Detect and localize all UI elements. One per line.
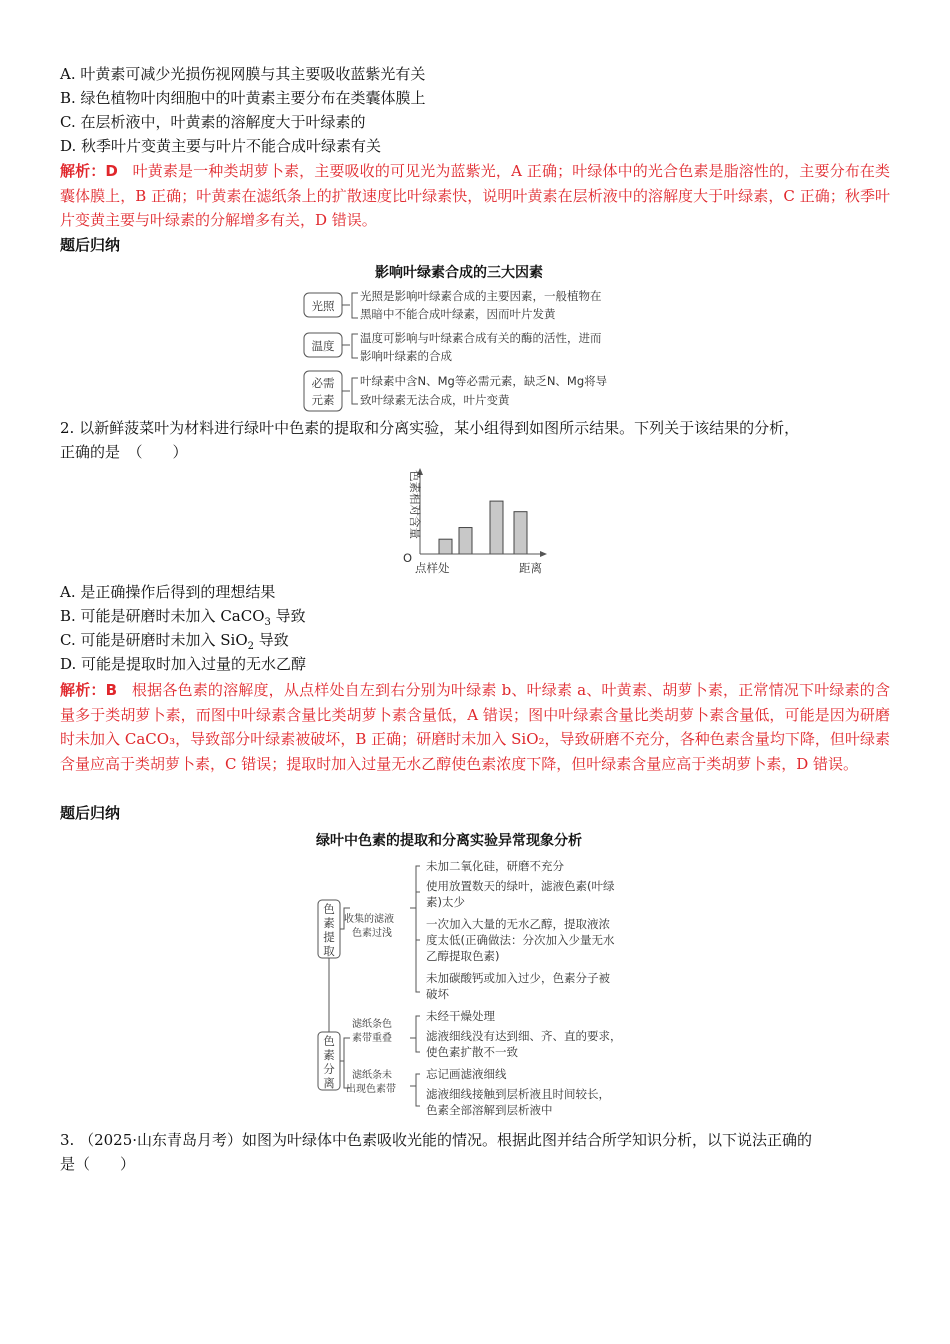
leaf-6-1: 滤液细线没有达到细、齐、直的要求， <box>426 1029 622 1043</box>
q2-answer <box>60 678 890 776</box>
root2-char3: 分 <box>323 1062 335 1076</box>
chart-bar-2 <box>459 528 472 554</box>
answer-explanation: 叶黄素是一种类胡萝卜素，主要吸收的可见光为蓝紫光，A 正确；叶绿体中的光合色素是脂溶性的，主要分布在类囊体膜上，B 正确；叶黄素在滤纸条上的扩散速度比叶绿素快，说明叶黄素在层析液中的溶解度大于叶绿素，C 正确；秋季叶片变黄主要与叶绿素的分解增多有关，D 错误。 <box>60 162 890 229</box>
bracket-light <box>342 293 358 318</box>
bracket-temperature <box>342 334 358 358</box>
q2-option-c-tail: 导致 <box>254 631 289 649</box>
q2-option-b-tail: 导致 <box>270 607 306 625</box>
diagram1-factors <box>300 284 660 414</box>
branch2-3-link <box>340 1038 350 1088</box>
q2-stem-line1: 2. 以新鲜菠菜叶为材料进行绿叶中色素的提取和分离实验，某小组得到如图所示结果。下列关于该结果的分析， <box>60 419 800 437</box>
branch3-bracket <box>410 1074 420 1106</box>
leaf-5-1: 未经干燥处理 <box>426 1009 495 1023</box>
branch1-label-1: 收集的滤液 <box>344 914 394 925</box>
diagram1-title: 影响叶绿素合成的三大因素 <box>375 265 543 281</box>
leaf-2-2: 素)太少 <box>426 895 465 909</box>
pigment-bar-chart <box>395 462 555 578</box>
q1-option-b: B. 绿色植物叶肉细胞中的叶黄素主要分布在类囊体膜上 <box>60 89 426 107</box>
branch3-label-1: 滤纸条未 <box>352 1070 392 1081</box>
root1-char1: 色 <box>323 902 335 916</box>
factor-desc-light-1: 光照是影响叶绿素合成的主要因素，一般植物在 <box>360 289 602 303</box>
root2-char4: 离 <box>323 1076 335 1090</box>
diagram2-tree <box>316 852 646 1124</box>
factor-desc-elem-1: 叶绿素中含N、Mg等必需元素，缺乏N、Mg将导 <box>360 374 608 388</box>
summary-heading: 题后归纳 <box>60 804 121 822</box>
leaf-4-2: 破坏 <box>426 987 449 1001</box>
x-start-label: 点样处 <box>415 561 450 575</box>
branch2-bracket <box>410 1016 420 1052</box>
root1-char3: 提 <box>323 930 335 944</box>
answer-label: 解析： <box>60 681 106 699</box>
chart-bar-4 <box>514 512 527 554</box>
q1-option-c: C. 在层析液中，叶黄素的溶解度大于叶绿素的 <box>60 113 366 131</box>
q2-option-a: A. 是正确操作后得到的理想结果 <box>60 583 276 601</box>
factor-label-elements-1: 必需 <box>311 376 335 390</box>
leaf-3-1: 一次加入大量的无水乙醇，提取液浓 <box>426 917 610 931</box>
q1-option-a: A. 叶黄素可减少光损伤视网膜与其主要吸收蓝紫光有关 <box>60 65 426 83</box>
leaf-7-1: 忘记画滤液细线 <box>426 1067 507 1081</box>
q2-option-c-text: C. 可能是研磨时未加入 SiO <box>60 631 248 649</box>
q2-option-c-sub: 2 <box>247 641 254 652</box>
root1-char2: 素 <box>323 916 335 930</box>
leaf-3-2: 度太低(正确做法：分次加入少量无水 <box>426 933 615 947</box>
x-axis-arrow <box>540 551 547 557</box>
leaf-1-1: 未加二氧化硅，研磨不充分 <box>426 859 564 873</box>
factor-desc-temp-1: 温度可影响与叶绿素合成有关的酶的活性，进而 <box>360 331 602 345</box>
root2-char1: 色 <box>323 1034 335 1048</box>
root1-char4: 取 <box>323 944 335 958</box>
origin-label: O <box>403 551 413 565</box>
factor-label-temperature: 温度 <box>311 339 335 353</box>
q1-option-d: D. 秋季叶片变黄主要与叶片不能合成叶绿素有关 <box>60 137 382 155</box>
answer-letter: B <box>105 681 118 699</box>
answer-label: 解析： <box>60 162 106 180</box>
summary-heading: 题后归纳 <box>60 236 121 254</box>
leaf-4-1: 未加碳酸钙或加入过少，色素分子被 <box>426 971 610 985</box>
branch2-label-1: 滤纸条色 <box>352 1019 392 1030</box>
q3-stem-line2: 是（ ） <box>60 1155 136 1173</box>
factor-desc-temp-2: 影响叶绿素的合成 <box>360 349 452 363</box>
answer-explanation: 根据各色素的溶解度，从点样处自左到右分别为叶绿素 b、叶绿素 a、叶黄素、胡萝卜素，正常情况下叶绿素的含量多于类胡萝卜素，而图中叶绿素含量比类胡萝卜素含量低，A 错误；图中叶绿素含量比类胡萝卜素含量低，可能是因为研磨时未加入 CaCO₃，导致部分叶绿素被破坏，B 正确；研磨时未加入 SiO₂，导致研磨不充分，各种色素含量均下降，但叶绿素含量应高于类胡萝卜素，C 错误；提取时加入过量无水乙醇使色素浓度下降，但叶绿素含量应高于类胡萝卜素，D 错误。 <box>60 681 890 773</box>
leaf-3-3: 乙醇提取色素) <box>426 949 500 963</box>
q2-option-b-sub: 3 <box>264 617 271 628</box>
q2-option-d: D. 可能是提取时加入过量的无水乙醇 <box>60 655 307 673</box>
branch1-label-2: 色素过浅 <box>352 928 392 939</box>
branch2-label-2: 素带重叠 <box>352 1033 392 1044</box>
q2-option-b-text: B. 可能是研磨时未加入 CaCO <box>60 607 265 625</box>
x-axis-label: 距离 <box>519 561 542 575</box>
bracket-elements <box>342 378 358 404</box>
chart-bar-3 <box>490 501 503 554</box>
branch1-bracket <box>410 866 420 992</box>
leaf-6-2: 使色素扩散不一致 <box>426 1045 518 1059</box>
factor-desc-light-2: 黑暗中不能合成叶绿素，因而叶片发黄 <box>360 307 556 321</box>
factor-label-elements-2: 元素 <box>311 393 335 407</box>
leaf-8-2: 色素全部溶解到层析液中 <box>426 1103 553 1117</box>
chart-bar-1 <box>439 539 452 554</box>
leaf-8-1: 滤液细线接触到层析液且时间较长， <box>426 1087 610 1101</box>
branch3-label-2: 出现色素带 <box>346 1084 396 1095</box>
y-axis-label: 色素相对含量 <box>408 470 422 539</box>
q3-stem-line1: 3. （2025·山东青岛月考）如图为叶绿体中色素吸收光能的情况。根据此图并结合所学知识分析，以下说法正确的 <box>60 1131 813 1149</box>
answer-letter: D <box>105 162 118 180</box>
factor-label-light: 光照 <box>311 299 335 313</box>
q1-answer <box>60 159 890 233</box>
diagram2-title: 绿叶中色素的提取和分离实验异常现象分析 <box>316 833 582 849</box>
root2-char2: 素 <box>323 1048 335 1062</box>
factor-desc-elem-2: 致叶绿素无法合成，叶片变黄 <box>360 393 510 407</box>
q2-stem-line2: 正确的是 （ ） <box>60 443 188 461</box>
leaf-2-1: 使用放置数天的绿叶，滤液色素(叶绿 <box>426 879 615 893</box>
